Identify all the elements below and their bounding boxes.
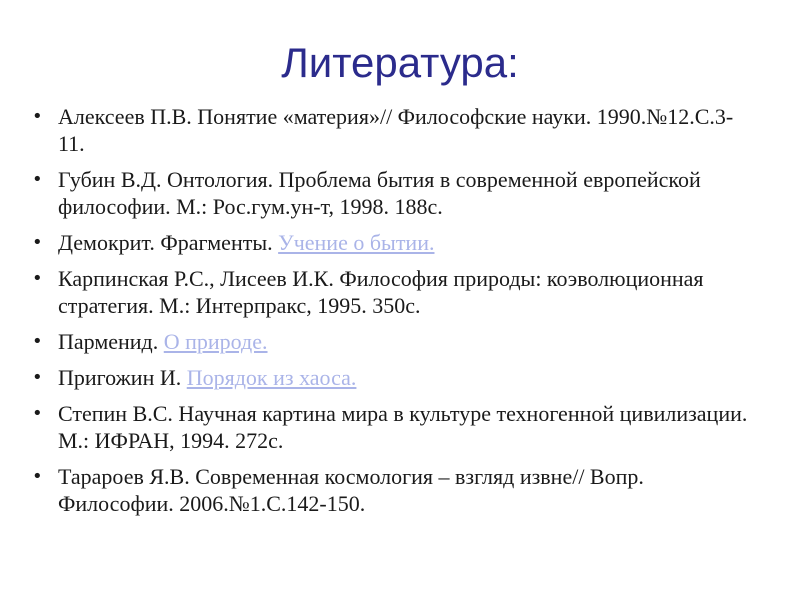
reference-item: [32, 229, 758, 256]
reference-text: Пригожин И.: [58, 365, 187, 390]
reference-link-poryadok-iz-khaosa[interactable]: Порядок из хаоса.: [186, 365, 357, 390]
reference-list: [32, 103, 758, 526]
reference-item: [32, 328, 758, 355]
reference-link-uchenie-o-bytii[interactable]: Учение о бытии.: [278, 230, 435, 255]
bullet-icon: •: [32, 367, 43, 388]
bullet-icon: •: [32, 331, 43, 352]
reference-text: Тарароев Я.В. Современная космология – взгляд извне// Вопр. Философии. 2006.№1.С.142-150.: [58, 464, 644, 516]
bullet-icon: •: [32, 403, 43, 424]
slide-title: Литература:: [281, 39, 519, 86]
reference-text: Губин В.Д. Онтология. Проблема бытия в современной европейской философии. М.: Рос.гум.ун-т, 1998. 188с.: [58, 167, 701, 219]
reference-text: Степин В.С. Научная картина мира в культуре техногенной цивилизации. М.: ИФРАН, 1994. 272с.: [58, 401, 748, 453]
bullet-icon: •: [32, 268, 43, 289]
reference-text: Алексеев П.В. Понятие «материя»// Философские науки. 1990.№12.С.3-11.: [58, 104, 734, 156]
reference-item: [32, 463, 758, 517]
bullet-icon: •: [32, 232, 43, 253]
reference-text: Карпинская Р.С., Лисеев И.К. Философия природы: коэволюционная стратегия. М.: Интерпракс, 1995. 350с.: [58, 266, 704, 318]
bullet-icon: •: [32, 466, 43, 487]
reference-link-o-prirode[interactable]: О природе.: [163, 329, 268, 354]
reference-item: [32, 400, 758, 454]
reference-text: Демокрит. Фрагменты.: [58, 230, 279, 255]
bullet-icon: •: [32, 106, 43, 127]
reference-item: [32, 166, 758, 220]
reference-item: [32, 364, 758, 391]
bullet-icon: •: [32, 169, 43, 190]
reference-text: Парменид.: [58, 329, 164, 354]
reference-item: [32, 103, 758, 157]
reference-item: [32, 265, 758, 319]
